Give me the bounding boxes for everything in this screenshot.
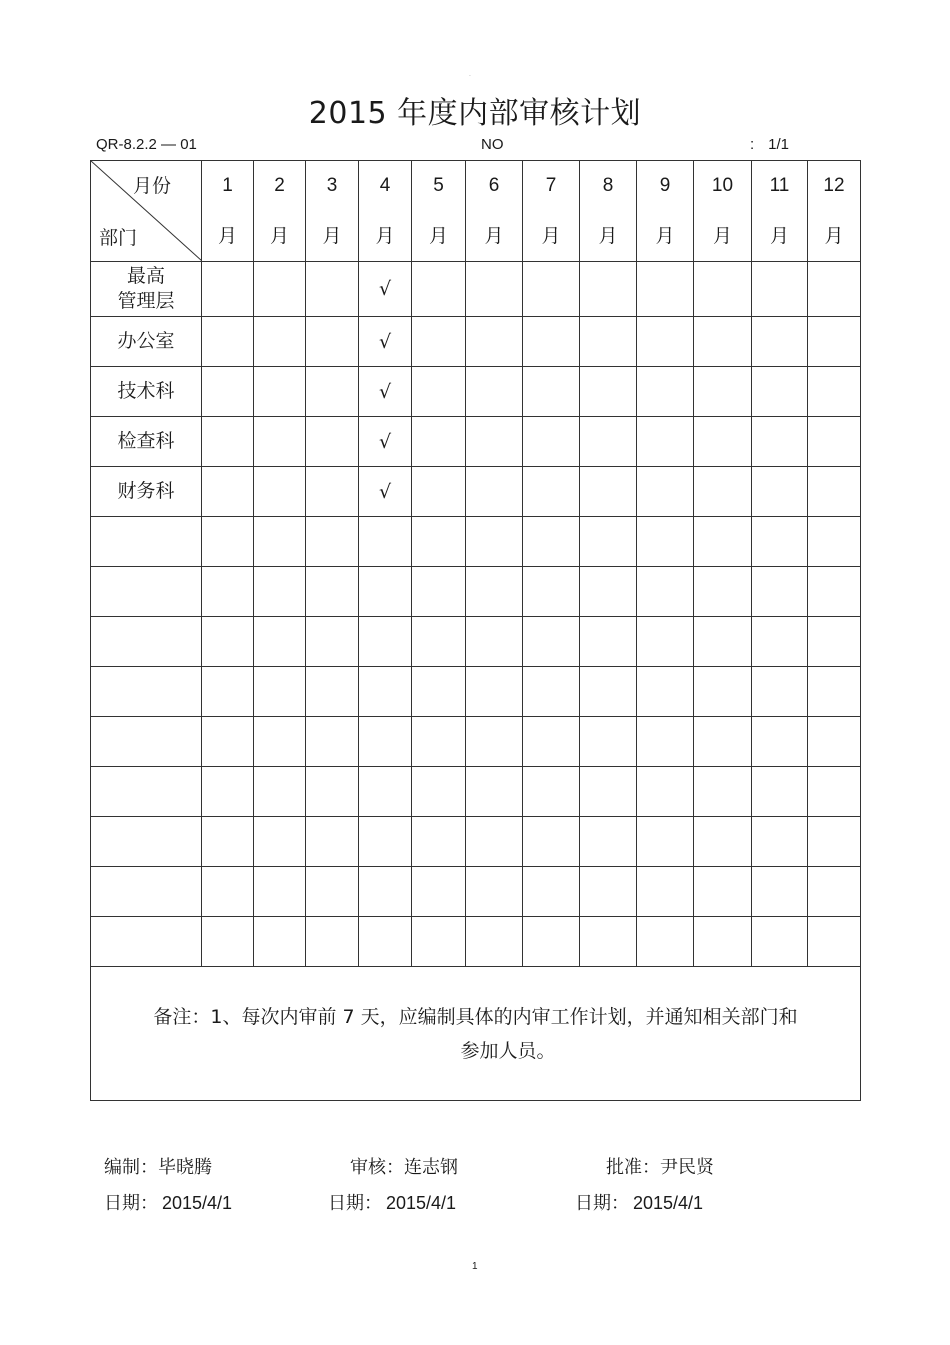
empty-cell [580, 817, 637, 867]
department-name: 最高 管理层 [91, 262, 202, 317]
schedule-cell [202, 467, 254, 517]
schedule-cell [412, 367, 466, 417]
empty-cell [580, 567, 637, 617]
schedule-cell [412, 417, 466, 467]
empty-cell [254, 667, 306, 717]
schedule-cell [523, 262, 580, 317]
document-title: 2015 年度内部审核计划 [308, 96, 642, 131]
month-number: 3 [326, 175, 338, 196]
empty-cell [412, 817, 466, 867]
empty-cell [306, 667, 359, 717]
schedule-cell [637, 467, 694, 517]
empty-cell [412, 767, 466, 817]
empty-cell [254, 917, 306, 967]
empty-cell [91, 567, 202, 617]
schedule-cell [202, 367, 254, 417]
month-unit: 月 [541, 225, 561, 247]
empty-cell [306, 517, 359, 567]
empty-cell [694, 567, 752, 617]
empty-row [91, 867, 861, 917]
schedule-cell [808, 262, 861, 317]
empty-cell [580, 767, 637, 817]
schedule-cell [254, 417, 306, 467]
schedule-cell: √ [359, 417, 412, 467]
empty-cell [752, 917, 808, 967]
schedule-cell [637, 262, 694, 317]
page-indicator: : 1/1 [750, 136, 790, 153]
empty-cell [694, 517, 752, 567]
empty-cell [359, 617, 412, 667]
empty-cell [523, 567, 580, 617]
empty-cell [359, 817, 412, 867]
empty-row [91, 617, 861, 667]
empty-cell [306, 767, 359, 817]
department-name: 技术科 [91, 367, 202, 417]
empty-cell [306, 617, 359, 667]
schedule-cell [466, 367, 523, 417]
month-header-1 [202, 161, 254, 262]
empty-cell [359, 917, 412, 967]
month-unit: 月 [322, 225, 342, 247]
empty-row [91, 817, 861, 867]
empty-cell [694, 667, 752, 717]
schedule-cell [752, 417, 808, 467]
empty-cell [202, 667, 254, 717]
schedule-cell [202, 262, 254, 317]
empty-cell [412, 617, 466, 667]
empty-cell [523, 767, 580, 817]
empty-cell [694, 817, 752, 867]
empty-cell [91, 817, 202, 867]
empty-cell [752, 717, 808, 767]
empty-cell [466, 617, 523, 667]
schedule-cell [523, 417, 580, 467]
empty-cell [808, 817, 861, 867]
department-row [91, 262, 861, 317]
empty-cell [637, 567, 694, 617]
schedule-cell: √ [359, 262, 412, 317]
empty-cell [202, 567, 254, 617]
empty-cell [91, 767, 202, 817]
empty-cell [254, 867, 306, 917]
empty-cell [637, 717, 694, 767]
month-header-12 [808, 161, 861, 262]
empty-cell [523, 867, 580, 917]
empty-cell [412, 917, 466, 967]
month-number: 11 [769, 175, 790, 196]
schedule-cell [466, 417, 523, 467]
schedule-cell [694, 262, 752, 317]
empty-row [91, 667, 861, 717]
schedule-cell [694, 317, 752, 367]
empty-cell [637, 817, 694, 867]
empty-cell [466, 867, 523, 917]
month-unit: 月 [598, 225, 618, 247]
header-row [91, 161, 861, 262]
empty-cell [359, 717, 412, 767]
empty-cell [523, 917, 580, 967]
empty-cell [580, 867, 637, 917]
empty-cell [808, 517, 861, 567]
schedule-cell [580, 467, 637, 517]
approved-by: 批准：尹民贤 [606, 1157, 714, 1178]
schedule-cell [808, 467, 861, 517]
empty-cell [306, 567, 359, 617]
month-number: 1 [222, 175, 233, 196]
empty-cell [808, 917, 861, 967]
schedule-cell [466, 262, 523, 317]
empty-cell [580, 917, 637, 967]
month-number: 7 [545, 175, 557, 196]
empty-row [91, 767, 861, 817]
empty-cell [466, 567, 523, 617]
empty-cell [359, 867, 412, 917]
schedule-cell [254, 317, 306, 367]
empty-cell [254, 617, 306, 667]
empty-cell [202, 717, 254, 767]
empty-cell [359, 767, 412, 817]
schedule-cell [808, 317, 861, 367]
audit-plan-table [90, 160, 861, 1101]
schedule-cell [306, 317, 359, 367]
month-header-5 [412, 161, 466, 262]
corner-header-cell [91, 161, 202, 262]
empty-cell [91, 917, 202, 967]
empty-cell [752, 867, 808, 917]
empty-cell [808, 767, 861, 817]
notes-row [91, 967, 861, 1101]
month-number: 5 [433, 175, 444, 196]
header-dot: . [469, 71, 471, 78]
schedule-cell [306, 262, 359, 317]
prepared-by: 编制：毕晓腾 [104, 1157, 212, 1178]
empty-cell [254, 817, 306, 867]
schedule-cell [412, 317, 466, 367]
schedule-cell [254, 467, 306, 517]
month-unit: 月 [824, 225, 844, 247]
empty-cell [752, 667, 808, 717]
schedule-cell [202, 417, 254, 467]
empty-cell [412, 667, 466, 717]
schedule-cell [306, 367, 359, 417]
empty-cell [637, 667, 694, 717]
empty-cell [306, 717, 359, 767]
notes-line-2: 参加人员。 [460, 1039, 556, 1062]
schedule-cell [752, 262, 808, 317]
empty-cell [466, 517, 523, 567]
schedule-cell [580, 417, 637, 467]
empty-cell [637, 517, 694, 567]
page-number: 1 [472, 1261, 478, 1272]
schedule-cell [637, 317, 694, 367]
schedule-cell [306, 467, 359, 517]
empty-cell [637, 767, 694, 817]
empty-cell [637, 867, 694, 917]
reviewed-by: 审核：连志钢 [350, 1157, 458, 1178]
schedule-cell [752, 367, 808, 417]
empty-cell [752, 567, 808, 617]
schedule-cell [412, 262, 466, 317]
empty-cell [580, 617, 637, 667]
month-label: 月份 [133, 175, 172, 197]
empty-cell [254, 717, 306, 767]
month-header-7 [523, 161, 580, 262]
empty-cell [466, 667, 523, 717]
empty-cell [306, 917, 359, 967]
empty-cell [752, 817, 808, 867]
empty-cell [580, 667, 637, 717]
empty-cell [523, 617, 580, 667]
empty-cell [466, 817, 523, 867]
schedule-cell [466, 317, 523, 367]
empty-cell [254, 767, 306, 817]
month-header-2 [254, 161, 306, 262]
empty-cell [202, 867, 254, 917]
empty-cell [752, 517, 808, 567]
month-number: 12 [823, 175, 845, 196]
empty-cell [694, 917, 752, 967]
month-number: 6 [488, 175, 500, 196]
schedule-cell [523, 367, 580, 417]
month-number: 10 [711, 175, 734, 196]
schedule-cell [637, 417, 694, 467]
month-unit: 月 [375, 225, 395, 247]
schedule-cell [694, 417, 752, 467]
empty-cell [359, 567, 412, 617]
empty-row [91, 717, 861, 767]
month-number: 4 [379, 175, 391, 196]
empty-cell [202, 517, 254, 567]
department-name: 办公室 [91, 317, 202, 367]
empty-cell [254, 567, 306, 617]
empty-cell [306, 817, 359, 867]
empty-cell [91, 717, 202, 767]
no-label: NO [481, 136, 504, 153]
empty-cell [694, 717, 752, 767]
empty-cell [808, 567, 861, 617]
department-row [91, 467, 861, 517]
schedule-cell [752, 317, 808, 367]
month-number: 8 [602, 175, 614, 196]
prepared-date: 日期： 2015/4/1 [104, 1193, 233, 1214]
department-name: 财务科 [91, 467, 202, 517]
schedule-cell [808, 367, 861, 417]
schedule-cell [637, 367, 694, 417]
reviewed-date: 日期： 2015/4/1 [328, 1193, 457, 1214]
empty-cell [523, 667, 580, 717]
department-row [91, 417, 861, 467]
notes-line-1: 1、每次内审前 7 天，应编制具体的内审工作计划，并通知相关部门和 [210, 1005, 798, 1028]
department-name: 检查科 [91, 417, 202, 467]
empty-cell [412, 717, 466, 767]
month-header-9 [637, 161, 694, 262]
month-header-6 [466, 161, 523, 262]
month-unit: 月 [269, 225, 289, 247]
month-number: 9 [659, 175, 671, 196]
schedule-cell [254, 262, 306, 317]
department-row [91, 317, 861, 367]
month-unit: 月 [484, 225, 504, 247]
month-unit: 月 [217, 225, 237, 247]
notes-label: 备注： [153, 1005, 211, 1028]
empty-cell [91, 517, 202, 567]
month-unit: 月 [655, 225, 675, 247]
empty-row [91, 517, 861, 567]
month-number: 2 [274, 175, 285, 196]
empty-cell [466, 767, 523, 817]
empty-cell [637, 617, 694, 667]
schedule-cell: √ [359, 467, 412, 517]
month-unit: 月 [712, 225, 732, 247]
empty-cell [808, 867, 861, 917]
empty-cell [523, 517, 580, 567]
schedule-cell [808, 417, 861, 467]
department-row [91, 367, 861, 417]
empty-cell [637, 917, 694, 967]
dept-label: 部门 [99, 227, 138, 249]
empty-cell [202, 617, 254, 667]
empty-cell [91, 867, 202, 917]
schedule-cell: √ [359, 367, 412, 417]
empty-cell [808, 717, 861, 767]
schedule-cell [580, 317, 637, 367]
empty-cell [202, 817, 254, 867]
empty-cell [694, 767, 752, 817]
empty-cell [808, 617, 861, 667]
form-code: QR-8.2.2 — 01 [96, 136, 197, 153]
schedule-cell [580, 367, 637, 417]
empty-cell [202, 767, 254, 817]
schedule-cell [752, 467, 808, 517]
empty-cell [752, 617, 808, 667]
empty-cell [523, 717, 580, 767]
empty-cell [306, 867, 359, 917]
approved-date: 日期： 2015/4/1 [575, 1193, 704, 1214]
empty-cell [694, 617, 752, 667]
schedule-cell [202, 317, 254, 367]
empty-cell [412, 517, 466, 567]
schedule-cell [523, 467, 580, 517]
month-header-11 [752, 161, 808, 262]
month-header-10 [694, 161, 752, 262]
empty-cell [523, 817, 580, 867]
schedule-cell [466, 467, 523, 517]
empty-cell [202, 917, 254, 967]
schedule-cell [306, 417, 359, 467]
empty-cell [91, 617, 202, 667]
empty-cell [580, 717, 637, 767]
schedule-cell: √ [359, 317, 412, 367]
month-unit: 月 [769, 225, 789, 247]
empty-cell [254, 517, 306, 567]
empty-cell [359, 517, 412, 567]
empty-cell [466, 717, 523, 767]
empty-cell [752, 767, 808, 817]
empty-row [91, 917, 861, 967]
empty-cell [91, 667, 202, 717]
empty-cell [694, 867, 752, 917]
empty-cell [412, 567, 466, 617]
empty-cell [580, 517, 637, 567]
empty-cell [412, 867, 466, 917]
month-header-4 [359, 161, 412, 262]
schedule-cell [254, 367, 306, 417]
empty-cell [359, 667, 412, 717]
empty-row [91, 567, 861, 617]
notes-cell [91, 967, 861, 1101]
month-unit: 月 [428, 225, 448, 247]
schedule-cell [412, 467, 466, 517]
schedule-cell [523, 317, 580, 367]
schedule-cell [580, 262, 637, 317]
empty-cell [808, 667, 861, 717]
empty-cell [466, 917, 523, 967]
month-header-8 [580, 161, 637, 262]
schedule-cell [694, 467, 752, 517]
month-header-3 [306, 161, 359, 262]
schedule-cell [694, 367, 752, 417]
